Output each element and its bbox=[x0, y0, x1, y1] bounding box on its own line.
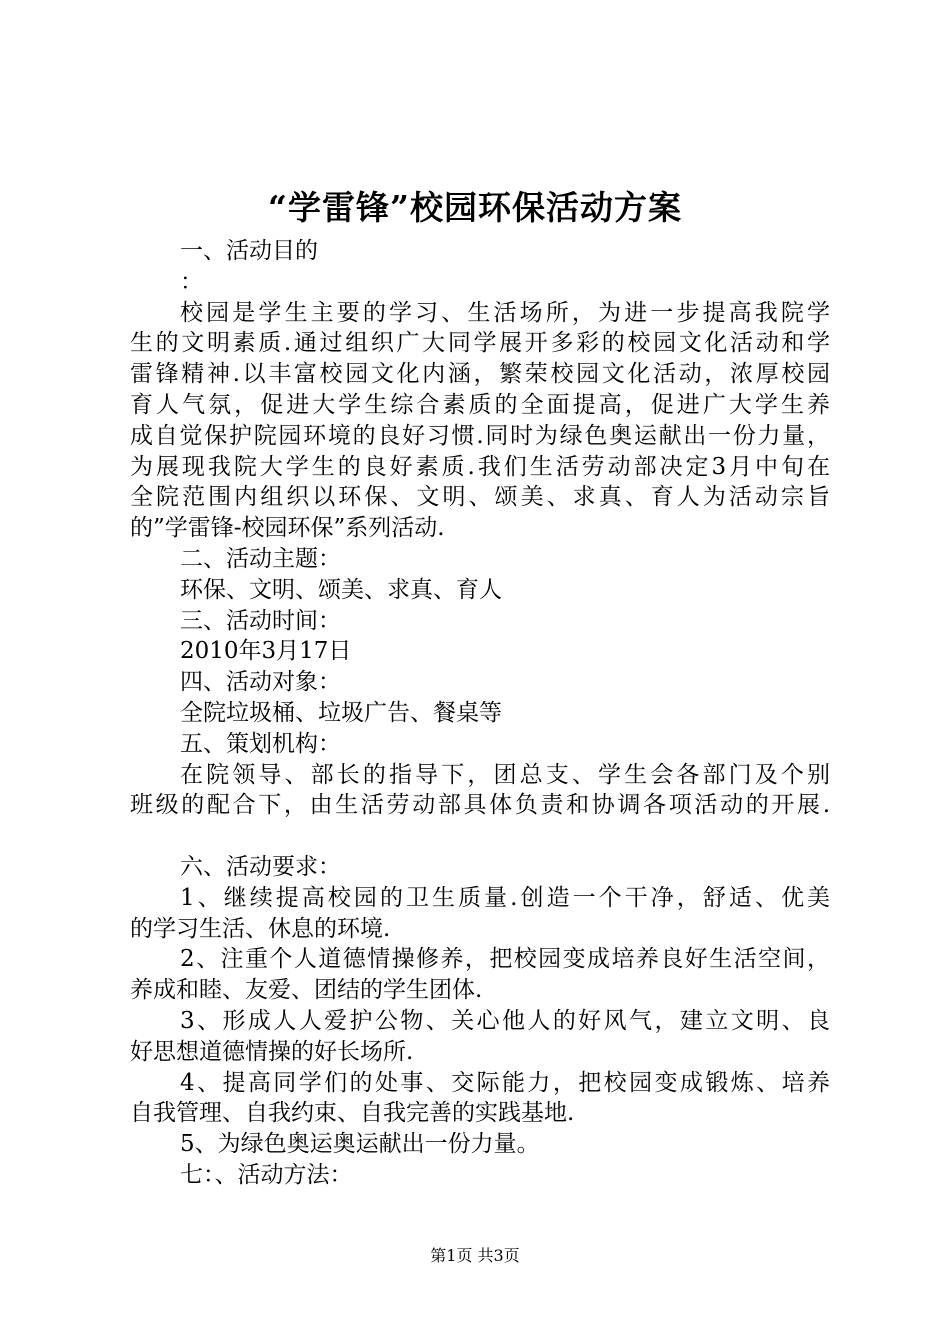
paragraph-line: 自我管理、自我约束、自我完善的实践基地. bbox=[130, 1100, 575, 1127]
paragraph-line: 全院范围内组织以环保、文明、颂美、求真、育人为活动宗旨 bbox=[130, 484, 830, 511]
paragraph-line: 2、注重个人道德情操修养，把校园变成培养良好生活空间， bbox=[180, 946, 830, 973]
document-body bbox=[130, 236, 830, 1191]
paragraph-line: 成自觉保护院园环境的良好习惯.同时为绿色奥运献出一份力量， bbox=[130, 422, 830, 449]
paragraph-line: 育人气氛，促进大学生综合素质的全面提高，促进广大学生养 bbox=[130, 391, 830, 418]
paragraph-line: 六、活动要求： bbox=[180, 853, 341, 880]
paragraph-line: 为展现我院大学生的良好素质.我们生活劳动部决定3月中旬在 bbox=[130, 453, 830, 480]
paragraph-line: 的学习生活、休息的环境. bbox=[130, 915, 391, 942]
paragraph-line: 的”学雷锋-校园环保”系列活动. bbox=[130, 515, 445, 542]
paragraph-line: 七：、活动方法： bbox=[180, 1161, 353, 1188]
paragraph-line: 1、继续提高校园的卫生质量.创造一个干净，舒适、优美 bbox=[180, 884, 830, 911]
paragraph-line: 2010年3月17日 bbox=[180, 638, 352, 665]
page-footer: 第1页 共3页 bbox=[430, 1246, 520, 1265]
paragraph-line: 在院领导、部长的指导下，团总支、学生会各部门及个别 bbox=[180, 761, 830, 788]
paragraph-line: 生的文明素质.通过组织广大同学展开多彩的校园文化活动和学 bbox=[130, 330, 830, 357]
paragraph-line: 四、活动对象： bbox=[180, 669, 341, 696]
paragraph-line: 4、提高同学们的处事、交际能力，把校园变成锻炼、培养 bbox=[180, 1069, 830, 1096]
paragraph-line: 环保、文明、颂美、求真、育人 bbox=[180, 576, 502, 603]
paragraph-line: 二、活动主题： bbox=[180, 545, 341, 572]
paragraph-line: 全院垃圾桶、垃圾广告、餐桌等 bbox=[180, 699, 502, 726]
paragraph-line: 一、活动目的 bbox=[180, 238, 318, 264]
paragraph-line: 班级的配合下，由生活劳动部具体负责和协调各项活动的开展. bbox=[130, 792, 830, 819]
paragraph-line: 五、策划机构： bbox=[180, 730, 341, 757]
blank-line bbox=[130, 821, 830, 852]
paragraph-line: 三、活动时间： bbox=[180, 607, 341, 634]
document-title: “学雷锋”校园环保活动方案 bbox=[268, 188, 682, 227]
paragraph-line: ： bbox=[180, 268, 203, 295]
paragraph-line: 好思想道德情操的好长场所. bbox=[130, 1038, 414, 1065]
paragraph-line: 校园是学生主要的学习、生活场所，为进一步提高我院学 bbox=[180, 299, 830, 326]
paragraph-line: 3、形成人人爱护公物、关心他人的好风气，建立文明、良 bbox=[180, 1007, 830, 1034]
paragraph-line: 5、为绿色奥运奥运献出一份力量。 bbox=[180, 1131, 540, 1158]
paragraph-line: 养成和睦、友爱、团结的学生团体. bbox=[130, 977, 483, 1004]
paragraph-line: 雷锋精神.以丰富校园文化内涵，繁荣校园文化活动，浓厚校园 bbox=[130, 361, 830, 388]
